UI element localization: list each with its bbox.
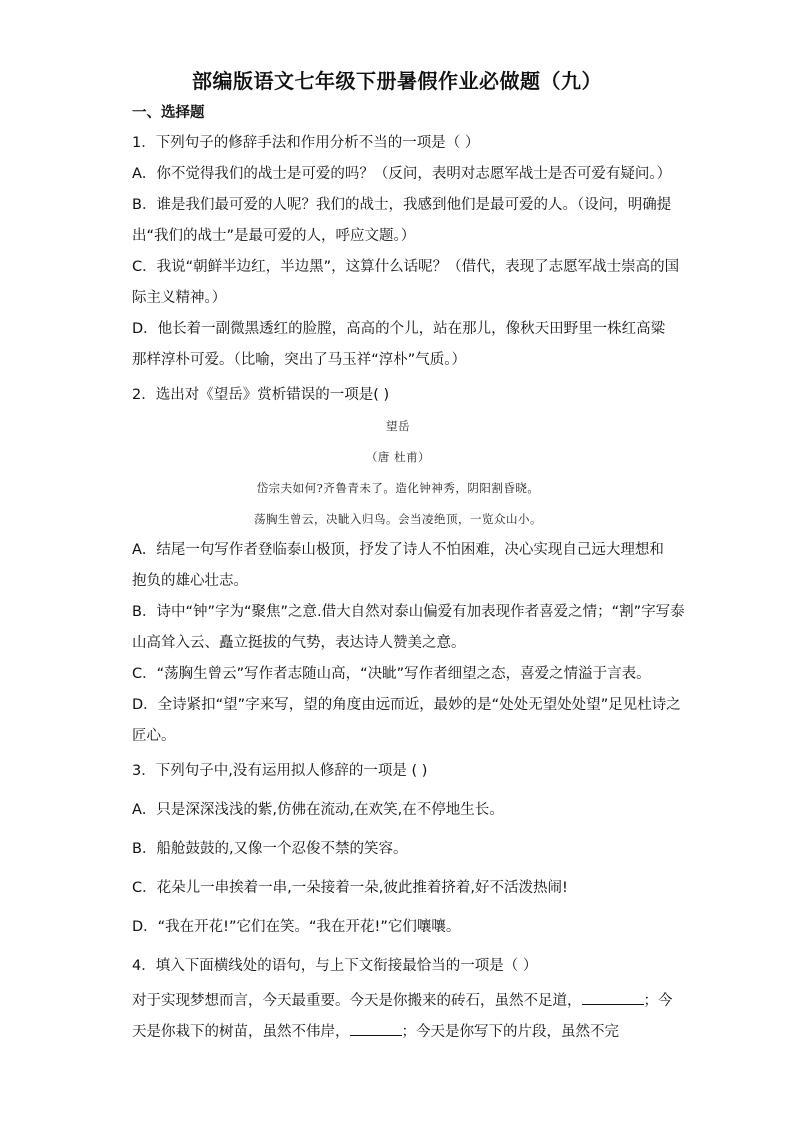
question-2-stem: 2．选出对《望岳》赏析错误的一项是( ) (132, 387, 390, 403)
passage-text: 天是你栽下的树苗，虽然不伟岸， (132, 1024, 350, 1040)
question-2-option-c: C．“荡胸生曾云”写作者志随山高，“决眦”写作者细望之态，喜爱之情溢于言表。 (132, 666, 651, 682)
poem-line-2: 荡胸生曾云，决眦入归鸟。会当凌绝顶，一览众山小。 (254, 512, 542, 526)
question-3-option-d: D．“我在开花!”它们在笑。“我在开花!”它们嚷嚷。 (132, 919, 461, 935)
passage-text: 对于实现梦想而言，今天最重要。今天是你搬来的砖石，虽然不足道， (132, 993, 582, 1009)
question-2-option-b-line1: B．诗中“钟”字为“聚焦”之意.借大自然对泰山偏爱有加表现作者喜爱之情；“割”字写泰 (132, 604, 685, 620)
question-2-option-d-line1: D．全诗紧扣“望”字来写，望的角度由远而近，最妙的是“处处无望处处望”足见杜诗之 (132, 697, 681, 713)
question-1-option-b-line2: 出“我们的战士”是最可爱的人，呼应文题。） (132, 228, 416, 244)
poem-author: （唐 杜甫） (365, 450, 431, 464)
question-4-passage-line2 (132, 1017, 664, 1048)
question-2-option-a-line2: 抱负的雄心壮志。 (132, 573, 248, 589)
question-4-passage-line1 (132, 986, 673, 1017)
question-2-option-a-line1: A．结尾一句写作者登临泰山极顶，抒发了诗人不怕困难，决心实现自己远大理想和 (132, 542, 664, 558)
question-1-option-d-line2: 那样淳朴可爱。（比喻，突出了马玉祥“淳朴”气质。） (132, 352, 467, 368)
question-1-option-c-line1: C．我说“朝鲜半边红，半边黑”，这算什么话呢？（借代，表现了志愿军战士崇高的国 (132, 259, 680, 275)
fill-blank-1[interactable] (582, 990, 644, 1005)
section-heading: 一、选择题 (132, 105, 205, 121)
question-4-stem: 4．填入下面横线处的语句，与上下文衔接最恰当的一项是（ ） (132, 958, 538, 974)
passage-text: ；今天是你写下的片段，虽然不完 (401, 1024, 619, 1040)
question-2-option-b-line2: 山高耸入云、矗立挺拔的气势，表达诗人赞美之意。 (132, 635, 466, 651)
poem-block (132, 411, 664, 535)
passage-text: ；今 (643, 993, 673, 1009)
poem-title: 望岳 (386, 419, 410, 433)
question-1-stem: 1．下列句子的修辞手法和作用分析不当的一项是（ ） (132, 135, 480, 151)
question-1-option-a: A．你不觉得我们的战士是可爱的吗？（反问，表明对志愿军战士是否可爱有疑问。） (132, 166, 672, 182)
question-3-option-a: A．只是深深浅浅的紫,仿佛在流动,在欢笑,在不停地生长。 (132, 802, 504, 818)
question-1-option-b-line1: B．谁是我们最可爱的人呢？我们的战士，我感到他们是最可爱的人。（设问，明确提 (132, 197, 672, 213)
fill-blank-2[interactable] (350, 1021, 402, 1036)
page-title: 部编版语文七年级下册暑假作业必做题（九） (192, 69, 602, 93)
question-3-stem: 3．下列句子中,没有运用拟人修辞的一项是 ( ) (132, 763, 428, 779)
poem-line-1: 岱宗夫如何?齐鲁青未了。造化钟神秀，阴阳割昏晓。 (256, 481, 540, 495)
question-2-option-d-line2: 匠心。 (132, 728, 176, 744)
question-1-option-d-line1: D．他长着一副微黑透红的脸膛，高高的个儿，站在那儿，像秋天田野里一株红高粱 (132, 321, 666, 337)
question-1-option-c-line2: 际主义精神。） (132, 290, 227, 306)
question-3-option-c: C．花朵儿一串挨着一串,一朵接着一朵,彼此推着挤着,好不活泼热闹! (132, 880, 568, 896)
question-3-option-b: B．船舱鼓鼓的,又像一个忍俊不禁的笑容。 (132, 841, 408, 857)
question-list (132, 128, 685, 1048)
